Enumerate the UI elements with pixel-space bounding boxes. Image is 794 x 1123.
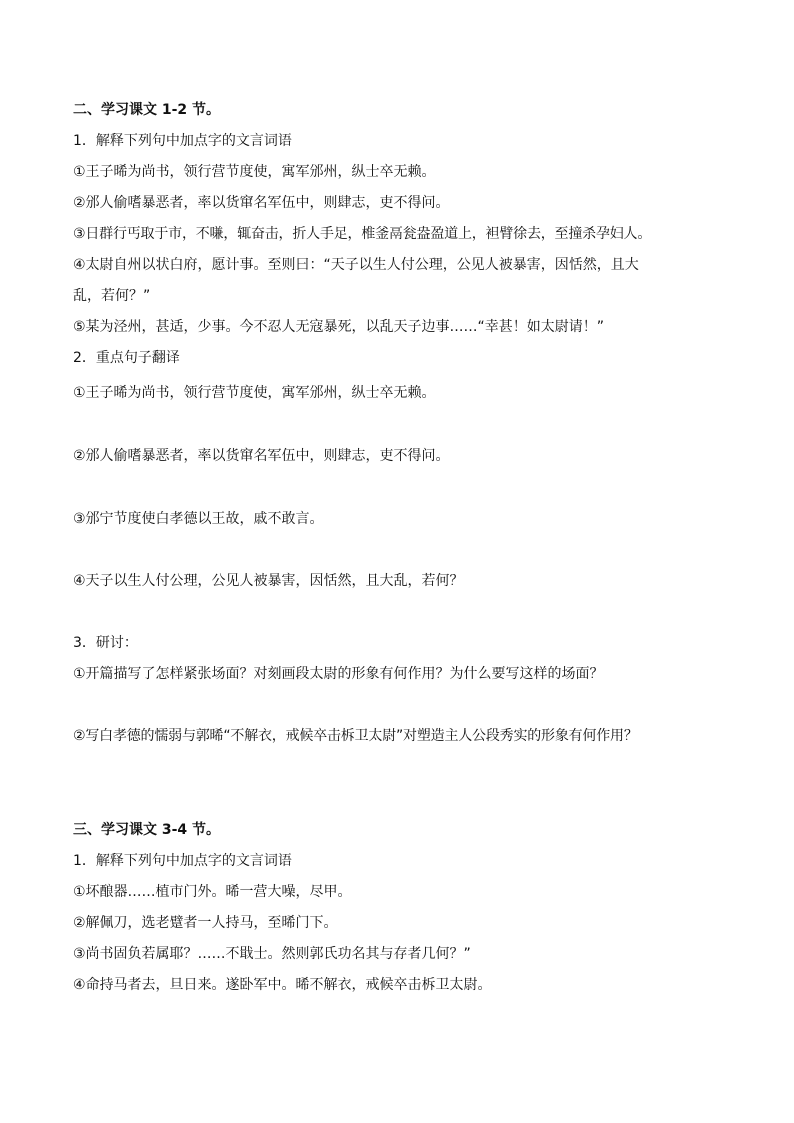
s3-q1-item-4: ④命持马者去，旦日来。遂卧军中。晞不解衣，戒候卒击柝卫太尉。	[73, 977, 492, 993]
section-3-heading: 三、学习课文 3-4 节。	[73, 822, 221, 838]
s2-q3-title: 3．研讨：	[73, 635, 138, 651]
s2-q1-item-4-cont: 乱，若何？”	[73, 288, 151, 304]
s2-q3-item-1: ①开篇描写了怎样紧张场面？对刻画段太尉的形象有何作用？为什么要写这样的场面？	[73, 666, 604, 682]
s2-q1-title: 1．解释下列句中加点字的文言词语	[73, 133, 292, 149]
s2-q2-item-4: ④天子以生人付公理，公见人被暴害，因恬然，且大乱，若何？	[73, 573, 464, 589]
s3-q1-item-3: ③尚书固负若属耶？……不戢士。然则郭氏功名其与存者几何？”	[73, 946, 471, 962]
s2-q1-item-3: ③日群行丐取于市，不嗛，辄奋击，折人手足，椎釜鬲瓮盎盈道上，袒臂徐去，至撞杀孕妇人。	[73, 226, 652, 242]
s2-q2-item-3: ③邠宁节度使白孝德以王故，戚不敢言。	[73, 511, 324, 527]
s3-q1-title: 1．解释下列句中加点字的文言词语	[73, 853, 292, 869]
s2-q2-title: 2．重点句子翻译	[73, 350, 180, 366]
s2-q3-item-2: ②写白孝德的懦弱与郭晞“不解衣，戒候卒击柝卫太尉”对塑造主人公段秀实的形象有何作用？	[73, 728, 638, 744]
s2-q1-item-4: ④太尉自州以状白府，愿计事。至则曰：“天子以生人付公理，公见人被暴害，因恬然，且大	[73, 257, 639, 273]
section-2-heading: 二、学习课文 1-2 节。	[73, 102, 221, 118]
s2-q1-item-1: ①王子晞为尚书，领行营节度使，寓军邠州，纵士卒无赖。	[73, 164, 436, 180]
s2-q2-item-2: ②邠人偷嗜暴恶者，率以货窜名军伍中，则肆志，吏不得问。	[73, 448, 450, 464]
s3-q1-item-2: ②解佩刀，选老躄者一人持马，至晞门下。	[73, 915, 338, 931]
s2-q2-item-1: ①王子晞为尚书，领行营节度使，寓军邠州，纵士卒无赖。	[73, 385, 436, 401]
s2-q1-item-2: ②邠人偷嗜暴恶者，率以货窜名军伍中，则肆志，吏不得问。	[73, 195, 450, 211]
s2-q1-item-5: ⑤某为泾州，甚适，少事。今不忍人无寇暴死，以乱天子边事……“幸甚！如太尉请！”	[73, 319, 605, 335]
s3-q1-item-1: ①坏酿器……植市门外。晞一营大噪，尽甲。	[73, 884, 352, 900]
